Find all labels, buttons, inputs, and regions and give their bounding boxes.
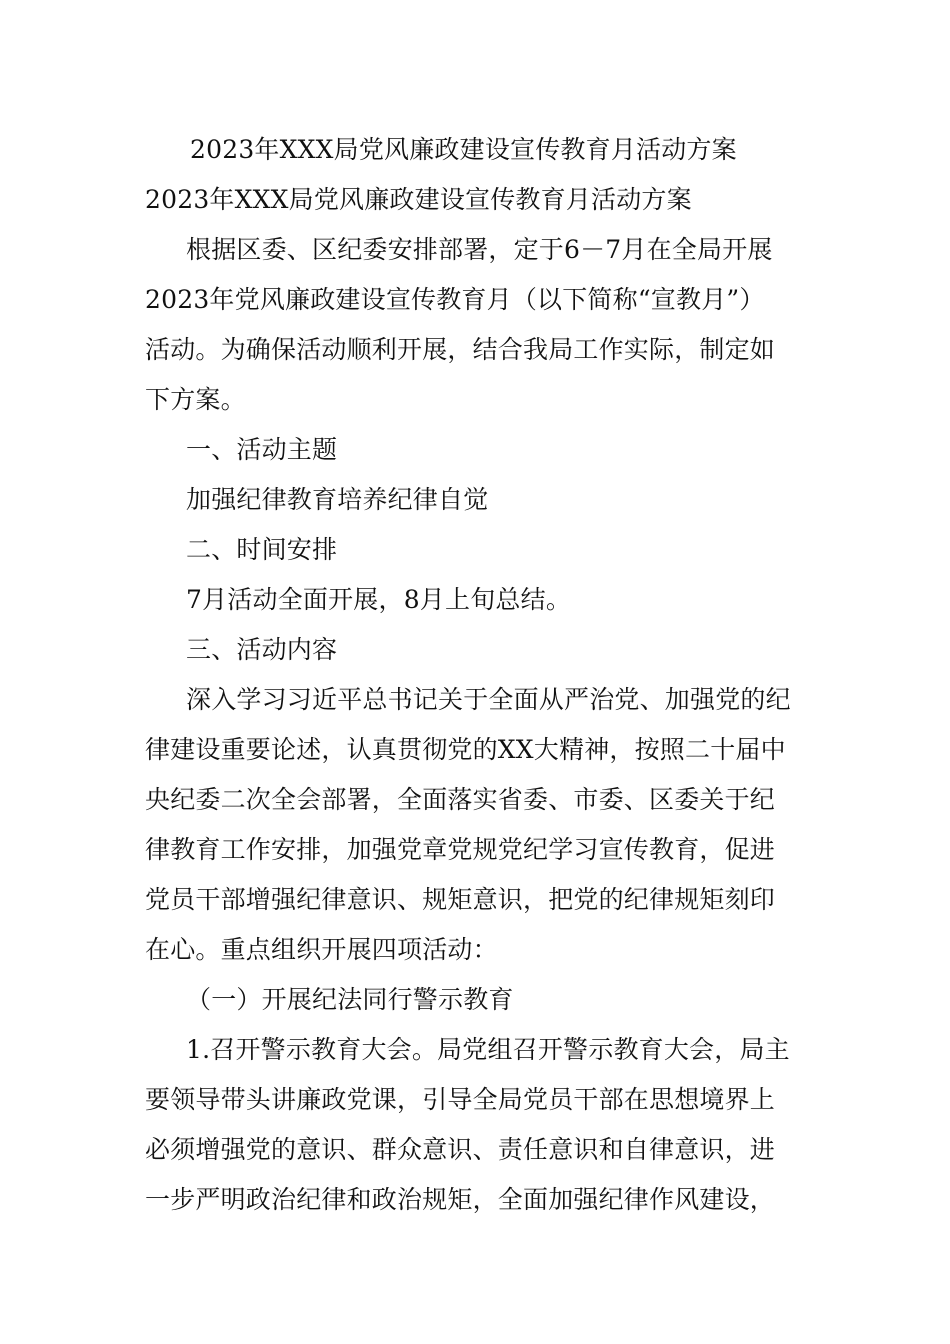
text-line: 要领导带头讲廉政党课，引导全局党员干部在思想境界上 [145, 1085, 776, 1114]
text-line: 央纪委二次全会部署，全面落实省委、市委、区委关于纪 [145, 785, 776, 814]
section-heading: 二、时间安排 [186, 535, 338, 564]
text-line: 党员干部增强纪律意识、规矩意识，把党的纪律规矩刻印 [145, 885, 776, 914]
text-line: 深入学习习近平总书记关于全面从严治党、加强党的纪 [186, 685, 791, 714]
text-line: 7月活动全面开展，8月上旬总结。 [186, 585, 572, 614]
text-line: 2023年党风廉政建设宣传教育月（以下简称“宣教月”） [145, 285, 765, 314]
section-heading: 一、活动主题 [186, 435, 338, 464]
document-title: 2023年XXX局党风廉政建设宣传教育月活动方案 [190, 135, 737, 164]
text-line: 2023年XXX局党风廉政建设宣传教育月活动方案 [145, 185, 692, 214]
text-line: 一步严明政治纪律和政治规矩，全面加强纪律作风建设， [145, 1185, 776, 1214]
section-heading: 三、活动内容 [186, 635, 338, 664]
text-line: 律建设重要论述，认真贯彻党的XX大精神，按照二十届中 [145, 735, 786, 764]
subsection-heading: （一）开展纪法同行警示教育 [186, 985, 514, 1014]
text-line: 根据区委、区纪委安排部署，定于6－7月在全局开展 [186, 235, 773, 264]
text-line: 律教育工作安排，加强党章党规党纪学习宣传教育，促进 [145, 835, 776, 864]
text-line: 活动。为确保活动顺利开展，结合我局工作实际，制定如 [145, 335, 776, 364]
text-line: 下方案。 [145, 385, 246, 414]
text-line: 1.召开警示教育大会。局党组召开警示教育大会，局主 [186, 1035, 790, 1064]
text-line: 在心。重点组织开展四项活动： [145, 935, 498, 964]
text-line: 必须增强党的意识、群众意识、责任意识和自律意识，进 [145, 1135, 776, 1164]
text-line: 加强纪律教育培养纪律自觉 [186, 485, 489, 514]
